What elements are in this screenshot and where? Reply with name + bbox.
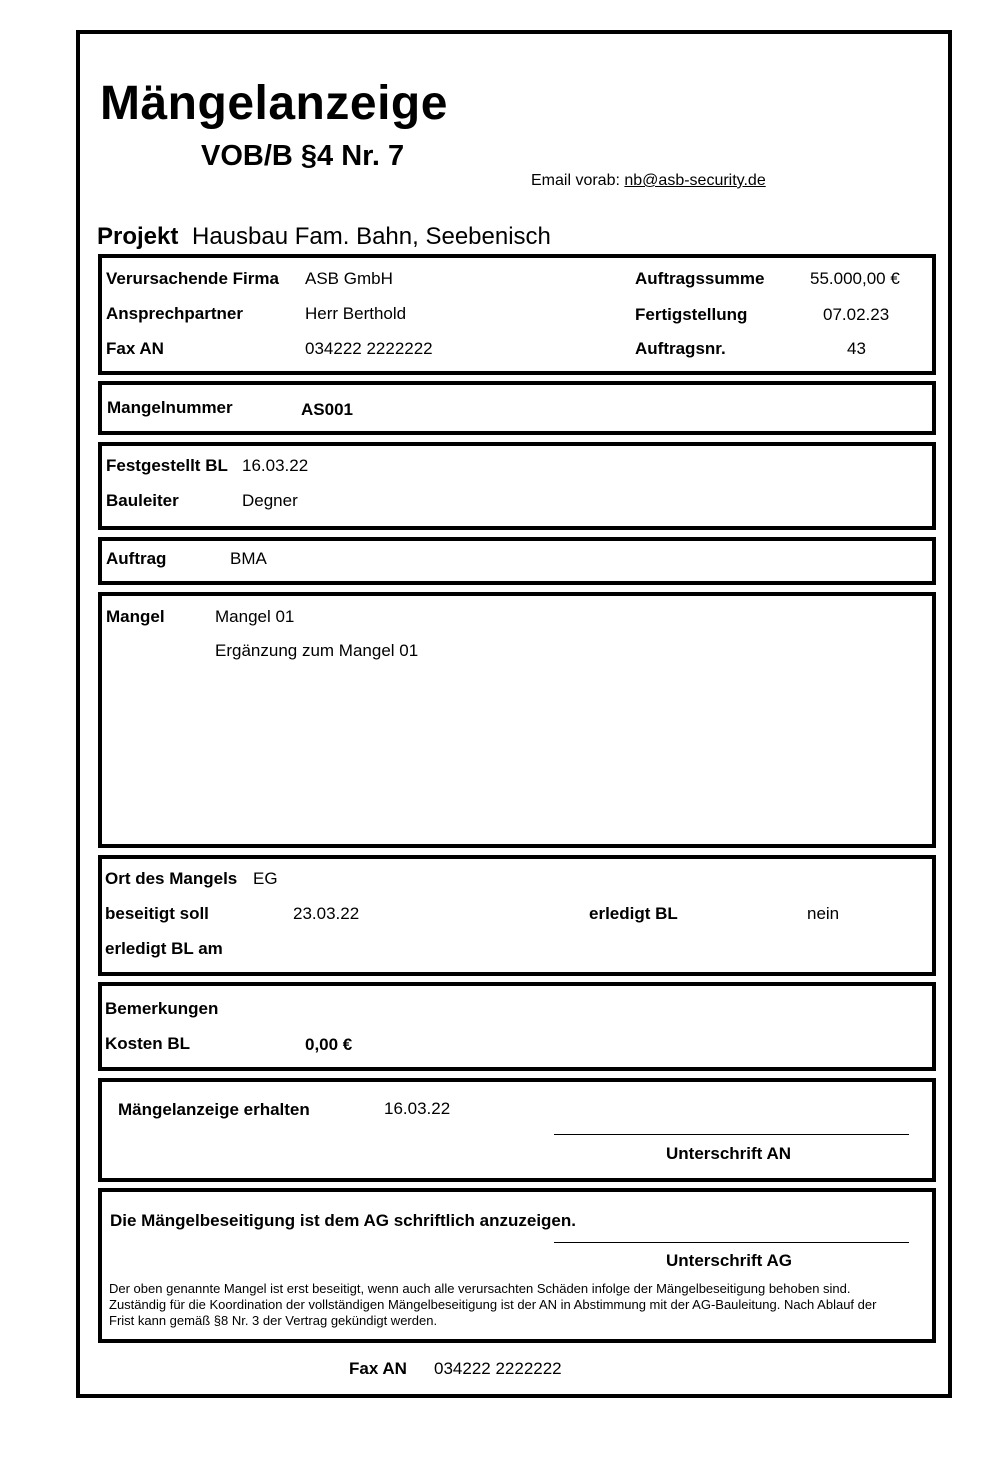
- bauleiter-label: Bauleiter: [106, 491, 179, 510]
- email-line: [531, 172, 766, 190]
- bemerkungen-box: [98, 982, 936, 1071]
- bottom-fax-value: 034222 2222222: [434, 1359, 562, 1378]
- fertigstellung-value: 07.02.23: [823, 305, 890, 324]
- ansprechpartner-label: Ansprechpartner: [106, 304, 243, 323]
- mangelnummer-value: AS001: [301, 400, 353, 419]
- festgestellt-label: Festgestellt BL: [106, 456, 228, 475]
- notice-text: Die Mängelbeseitigung ist dem AG schriftlich anzuzeigen.: [110, 1211, 576, 1230]
- erhalten-label: Mängelanzeige erhalten: [118, 1100, 310, 1119]
- email-label: Email vorab:: [531, 172, 620, 189]
- signature-ag-label: Unterschrift AG: [666, 1251, 792, 1270]
- beseitigt-soll-value: 23.03.22: [293, 904, 360, 923]
- erhalten-box: [98, 1078, 936, 1182]
- legal-text: Der oben genannte Mangel ist erst beseitigt, wenn auch alle verursachten Schäden infolge der Mängelbeseitigung behoben sind. Zuständig für die Koordination der vollständigen Mängelbeseitigung ist der AN in Abstimmung mit der AG-Bauleitung. Nach Ablauf der Frist kann gemäß §8 Nr. 3 der Vertrag gekündigt werden.: [109, 1281, 877, 1328]
- project-label: Projekt: [97, 223, 179, 250]
- erledigt-bl-label: erledigt BL: [589, 904, 678, 923]
- mangel-box: [98, 592, 936, 848]
- project-value: Hausbau Fam. Bahn, Seebenisch: [192, 223, 551, 250]
- erledigt-bl-am-label: erledigt BL am: [105, 939, 223, 958]
- bauleiter-value: Degner: [242, 491, 298, 510]
- firma-label: Verursachende Firma: [106, 269, 279, 288]
- beseitigt-soll-label: beseitigt soll: [105, 904, 209, 923]
- signature-an-label: Unterschrift AN: [666, 1144, 791, 1163]
- auftragsnr-value: 43: [847, 339, 866, 358]
- erhalten-value: 16.03.22: [384, 1099, 451, 1118]
- email-link[interactable]: nb@asb-security.de: [624, 172, 766, 189]
- auftrag-label: Auftrag: [106, 549, 167, 568]
- festgestellt-value: 16.03.22: [242, 456, 309, 475]
- page-subtitle: VOB/B §4 Nr. 7: [201, 140, 405, 172]
- mangel-label: Mangel: [106, 607, 165, 626]
- mangelnummer-label: Mangelnummer: [107, 398, 233, 417]
- kosten-bl-label: Kosten BL: [105, 1034, 190, 1053]
- ansprechpartner-value: Herr Berthold: [305, 304, 407, 323]
- fax-an-label: Fax AN: [106, 339, 164, 358]
- signature-line-an: [554, 1134, 909, 1135]
- kosten-bl-value: 0,00 €: [305, 1035, 353, 1054]
- signature-line-ag: [554, 1242, 909, 1243]
- fertigstellung-label: Fertigstellung: [635, 305, 748, 324]
- fax-an-value: 034222 2222222: [305, 339, 433, 358]
- page-title: Mängelanzeige: [100, 77, 448, 130]
- ort-value: EG: [253, 869, 278, 888]
- auftrag-box: [98, 537, 936, 585]
- auftragsnr-label: Auftragsnr.: [635, 339, 726, 358]
- bottom-fax-label: Fax AN: [349, 1359, 407, 1378]
- mangel-line-2: Ergänzung zum Mangel 01: [215, 641, 419, 660]
- ort-label: Ort des Mangels: [105, 869, 238, 888]
- auftrag-value: BMA: [230, 549, 267, 568]
- erledigt-bl-value: nein: [807, 904, 840, 923]
- auftragssumme-label: Auftragssumme: [635, 269, 765, 288]
- bemerkungen-label: Bemerkungen: [105, 999, 219, 1018]
- firma-value: ASB GmbH: [305, 269, 393, 288]
- auftragssumme-value: 55.000,00 €: [810, 269, 900, 288]
- mangel-line-1: Mangel 01: [215, 607, 295, 626]
